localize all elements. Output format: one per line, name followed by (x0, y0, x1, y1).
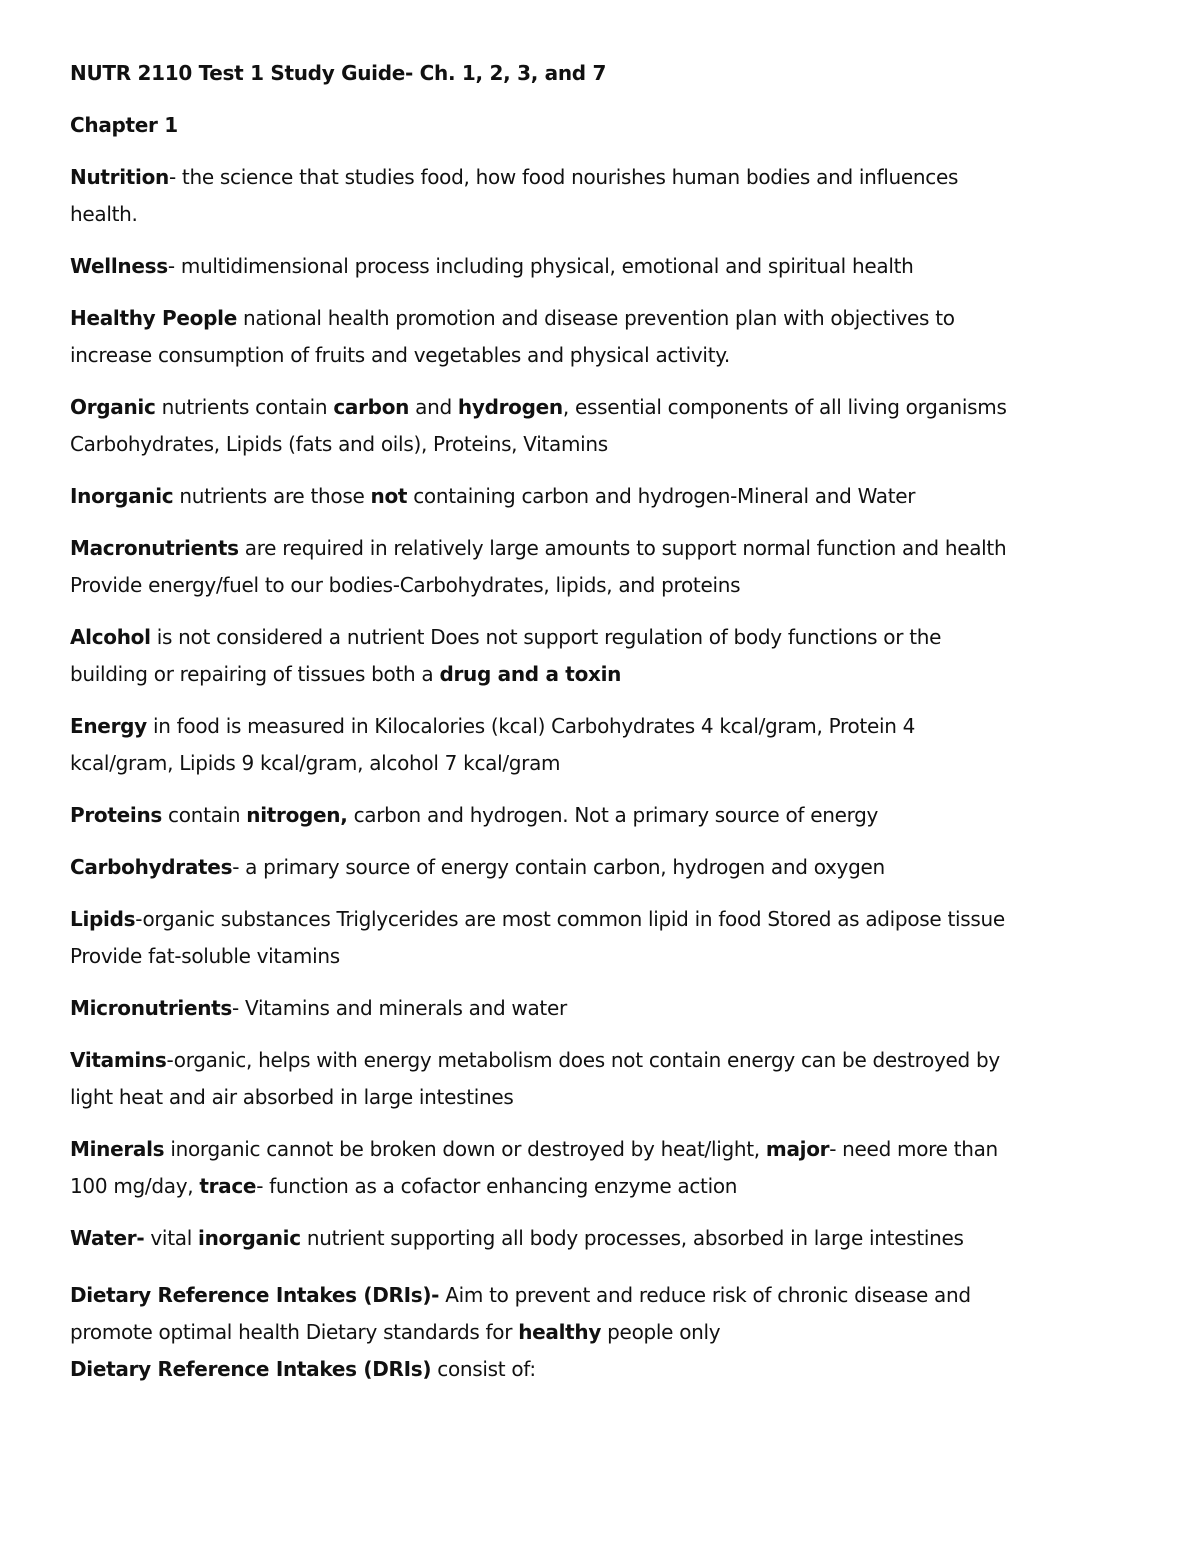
bold-term: healthy (518, 1320, 602, 1344)
text-run: - Vitamins and minerals and water (232, 996, 567, 1020)
text-run: are required in relatively large amounts to support normal function and health (238, 536, 1007, 560)
text-run: national health promotion and disease prevention plan with objectives to (236, 306, 955, 330)
text-run: and (409, 395, 458, 419)
text-line (70, 1131, 1145, 1168)
definition-paragraph (70, 1131, 1145, 1205)
text-line (70, 745, 1145, 782)
text-run: -organic, helps with energy metabolism does not contain energy can be destroyed by (166, 1048, 1000, 1072)
definition-paragraph (70, 389, 1145, 463)
paragraph-list (70, 159, 1145, 1388)
text-line (70, 159, 1145, 196)
text-line (70, 938, 1145, 975)
text-line (70, 656, 1145, 693)
text-run: consist of: (431, 1357, 536, 1381)
bold-term: inorganic (198, 1226, 301, 1250)
text-run: Provide energy/fuel to our bodies-Carbohydrates, lipids, and proteins (70, 573, 741, 597)
document-title: NUTR 2110 Test 1 Study Guide- Ch. 1, 2, 3, and 7 (70, 61, 607, 85)
text-run: Aim to prevent and reduce risk of chronic disease and (439, 1283, 971, 1307)
definition-paragraph (70, 530, 1145, 604)
text-run: nutrient supporting all body processes, absorbed in large intestines (300, 1226, 964, 1250)
definition-paragraph (70, 797, 1145, 834)
bold-term: Micronutrients (70, 996, 233, 1020)
text-run: nutrients contain (155, 395, 334, 419)
bold-term: Inorganic (70, 484, 174, 508)
text-run: light heat and air absorbed in large intestines (70, 1085, 514, 1109)
text-line (70, 426, 1145, 463)
text-run: building or repairing of tissues both a (70, 662, 440, 686)
text-line (70, 567, 1145, 604)
bold-term: hydrogen (457, 395, 563, 419)
text-line (70, 1351, 1145, 1388)
definition-paragraph (70, 849, 1145, 886)
bold-term: Minerals (70, 1137, 165, 1161)
text-run: kcal/gram, Lipids 9 kcal/gram, alcohol 7 kcal/gram (70, 751, 561, 775)
definition-paragraph (70, 1277, 1145, 1351)
bold-term: Carbohydrates (70, 855, 233, 879)
text-line (70, 1079, 1145, 1116)
text-run: containing carbon and hydrogen-Mineral and Water (407, 484, 916, 508)
bold-term: trace (199, 1174, 257, 1198)
text-run: , essential components of all living organisms (562, 395, 1007, 419)
bold-term: Energy (70, 714, 147, 738)
text-run: - a primary source of energy contain carbon, hydrogen and oxygen (232, 855, 885, 879)
text-line (70, 300, 1145, 337)
definition-paragraph (70, 619, 1145, 693)
definition-paragraph (70, 1042, 1145, 1116)
bold-term: drug and a toxin (439, 662, 622, 686)
bold-term: carbon (333, 395, 410, 419)
bold-term: Dietary Reference Intakes (DRIs) (70, 1357, 432, 1381)
text-line (70, 901, 1145, 938)
text-run: - function as a cofactor enhancing enzyme action (256, 1174, 738, 1198)
text-run: Provide fat-soluble vitamins (70, 944, 340, 968)
text-line (70, 1168, 1145, 1205)
definition-paragraph (70, 1351, 1145, 1388)
bold-term: not (370, 484, 408, 508)
bold-term: Nutrition (70, 165, 169, 189)
text-run: nutrients are those (173, 484, 371, 508)
definition-paragraph (70, 708, 1145, 782)
text-line (70, 708, 1145, 745)
document-page (70, 55, 1145, 1403)
bold-term: Wellness (70, 254, 168, 278)
bold-term: Proteins (70, 803, 162, 827)
text-run: contain (162, 803, 247, 827)
text-line (70, 1220, 1145, 1257)
text-run: Carbohydrates, Lipids (fats and oils), Proteins, Vitamins (70, 432, 608, 456)
definition-paragraph (70, 901, 1145, 975)
text-run: inorganic cannot be broken down or destroyed by heat/light, (164, 1137, 766, 1161)
definition-paragraph (70, 159, 1145, 233)
text-line (70, 1042, 1145, 1079)
text-line (70, 849, 1145, 886)
text-run: vital (144, 1226, 199, 1250)
text-line (70, 619, 1145, 656)
text-line (70, 389, 1145, 426)
definition-paragraph (70, 1220, 1145, 1257)
definition-paragraph (70, 990, 1145, 1027)
text-run: - the science that studies food, how food nourishes human bodies and influences (168, 165, 959, 189)
bold-term: Alcohol (70, 625, 151, 649)
text-run: increase consumption of fruits and vegetables and physical activity. (70, 343, 730, 367)
definition-paragraph (70, 248, 1145, 285)
bold-term: Healthy People (70, 306, 237, 330)
text-line (70, 1314, 1145, 1351)
bold-term: major (765, 1137, 830, 1161)
text-run: promote optimal health Dietary standards for (70, 1320, 519, 1344)
text-run: people only (601, 1320, 721, 1344)
bold-term: Lipids (70, 907, 136, 931)
text-run: - need more than (829, 1137, 998, 1161)
bold-term: Organic (70, 395, 156, 419)
text-line (70, 248, 1145, 285)
text-line (70, 1277, 1145, 1314)
text-run: carbon and hydrogen. Not a primary source of energy (347, 803, 879, 827)
definition-paragraph (70, 478, 1145, 515)
text-run: is not considered a nutrient Does not support regulation of body functions or the (150, 625, 942, 649)
text-run: health. (70, 202, 138, 226)
text-line (70, 337, 1145, 374)
bold-term: Macronutrients (70, 536, 239, 560)
bold-term: Dietary Reference Intakes (DRIs)- (70, 1283, 440, 1307)
text-run: 100 mg/day, (70, 1174, 200, 1198)
text-run: - multidimensional process including physical, emotional and spiritual health (167, 254, 914, 278)
text-run: -organic substances Triglycerides are most common lipid in food Stored as adipose tissue (135, 907, 1005, 931)
text-line (70, 530, 1145, 567)
bold-term: nitrogen, (246, 803, 348, 827)
bold-term: Water- (70, 1226, 145, 1250)
text-line (70, 478, 1145, 515)
text-line (70, 990, 1145, 1027)
text-run: in food is measured in Kilocalories (kcal) Carbohydrates 4 kcal/gram, Protein 4 (146, 714, 916, 738)
definition-paragraph (70, 300, 1145, 374)
bold-term: Vitamins (70, 1048, 167, 1072)
text-line (70, 196, 1145, 233)
text-line (70, 797, 1145, 834)
chapter-heading: Chapter 1 (70, 113, 178, 137)
